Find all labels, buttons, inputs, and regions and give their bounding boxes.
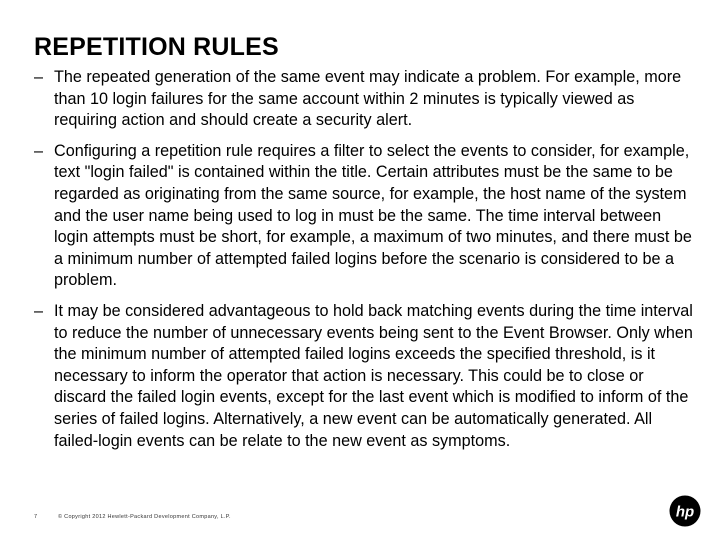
bullet-item — [34, 301, 694, 452]
bullet-text: Configuring a repetition rule requires a filter to select the events to consider, for example, text "login failed" is contained within the title. Certain attributes must be the same to be regarded as originating from the same source, for example, the host name of the system and the user name being used to log in must be the same. The time interval between login attempts must be short, for example, a maximum of two minutes, and there must be a minimum number of attempted failed logins before the scenario is considered to be a problem. — [54, 141, 692, 290]
bullet-text: The repeated generation of the same event may indicate a problem. For example, more than 10 login failures for the same account within 2 minutes is typically viewed as requiring action and should create a security alert. — [54, 68, 682, 130]
bullet-text: It may be considered advantageous to hold back matching events during the time interval to reduce the number of unnecessary events being sent to the Event Browser. Only when the minimum number of attempted failed logins exceeds the specified threshold, is it necessary to inform the operator that action is necessary. This could be to close or discard the failed login events, except for the last event which is modified to inform of the series of failed logins. Alternatively, a new event can be automatically generated. All failed-login events can be relate to the new event as symptoms. — [54, 301, 693, 450]
slide-title: REPETITION RULES — [34, 33, 279, 61]
copyright-notice: © Copyright 2012 Hewlett-Packard Development Company, L.P. — [58, 514, 231, 520]
hp-logo-icon — [669, 495, 701, 527]
bullet-list — [34, 67, 694, 461]
bullet-marker: – — [34, 141, 44, 160]
logo-text: hp — [675, 503, 695, 521]
bullet-marker: – — [34, 68, 44, 86]
bullet-item — [34, 67, 694, 132]
bullet-item — [34, 141, 694, 292]
page-number: 7 — [34, 514, 38, 520]
bullet-marker: – — [34, 301, 44, 320]
